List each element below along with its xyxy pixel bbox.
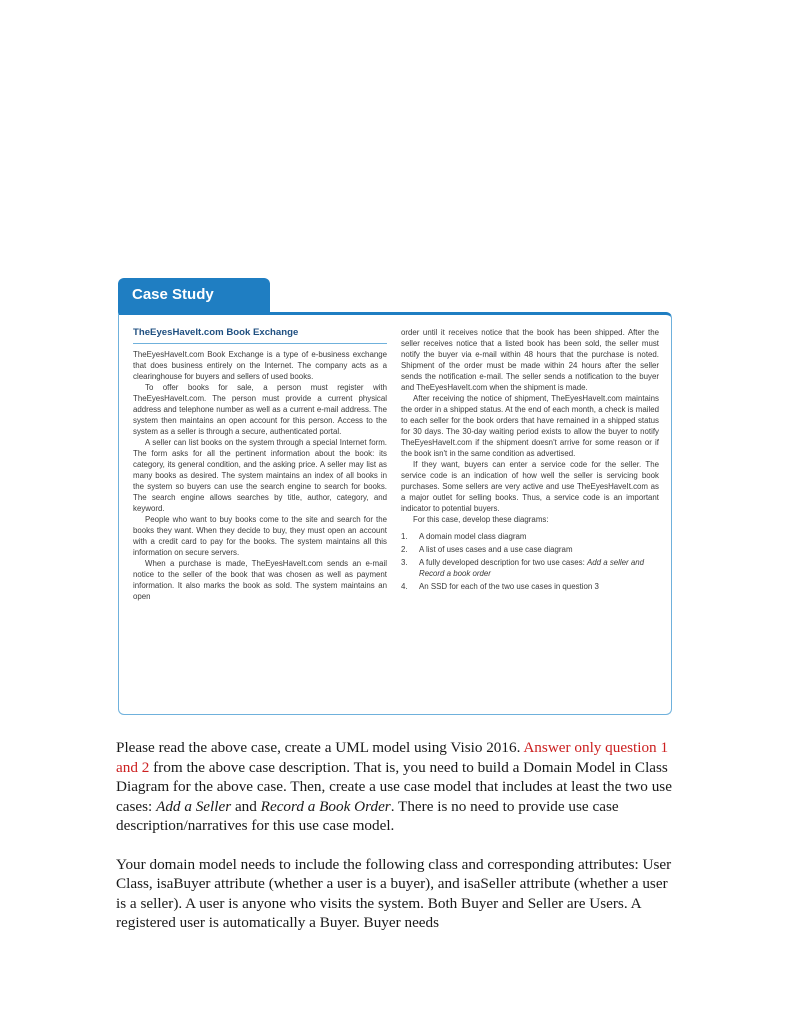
case-paragraph: order until it receives notice that the book has been shipped. After the seller receives notice that a listed book has been sold, the seller must notify the buyer via e-mail within 48 hours that the purchase is noted. Shipment of the order must be made within 24 hours after the seller sends the notification e-mail. The seller sends a notification to the buyer and TheEyesHaveIt.com when the shipment is made. (401, 328, 659, 392)
assignment-instructions (116, 738, 676, 933)
diagram-list-item: 2. A list of uses cases and a use case diagram (401, 545, 573, 554)
diagram-list-item: 3. A fully developed description for two use cases: Add a seller and Record a book order (401, 558, 645, 578)
case-paragraph: If they want, buyers can enter a service code for the seller. The service code is an indication of how well the seller is servicing book purchases. Some sellers are very active and use TheEyesHaveIt.com as a major outlet for selling books. Thus, a service code is an important indicator to potential buyers. (401, 460, 659, 513)
diagram-list-item: 4. An SSD for each of the two use cases in question 3 (401, 582, 599, 591)
case-paragraph: People who want to buy books come to the site and search for the books they want. When they decide to buy, they must open an account with a credit card to pay for the books. The system maintains all this information on secure servers. (133, 515, 387, 557)
case-study-tab: Case Study (118, 278, 270, 313)
case-right-column (401, 327, 659, 594)
case-left-column (133, 327, 387, 602)
case-title: TheEyesHaveIt.com Book Exchange (133, 327, 387, 344)
diagram-list (401, 531, 659, 592)
case-paragraph: When a purchase is made, TheEyesHaveIt.com sends an e-mail notice to the seller of the book that was chosen as well as payment information. It also marks the book as sold. The system maintains an open (133, 559, 387, 601)
case-paragraph: After receiving the notice of shipment, TheEyesHaveIt.com maintains the order in a shipped status. At the end of each month, a check is mailed to each seller for the book orders that have remained in a shipped status for 30 days. The 30-day waiting period exists to allow the buyer to notify TheEyesHaveIt.com if the shipment doesn't arrive for some reason or if the book isn't in the same condition as advertised. (401, 394, 659, 458)
case-paragraph: A seller can list books on the system through a special Internet form. The form asks for all the pertinent information about the book: its category, its general condition, and the asking price. A seller may list as many books as desired. The system maintains an index of all books in the system so buyers can use the search engine to search for books. The search engine allows searches by title, author, category, and keyword. (133, 438, 387, 513)
highlighted-requirement: Answer only question 1 and 2 (116, 739, 669, 776)
instructions-paragraph: Your domain model needs to include the following class and corresponding attributes: User Class, isaBuyer attribute (whether a user is a buyer), and isaSeller attribute (whether a user is a seller). A user is anyone who visits the system. Both Buyer and Seller are Users. A registered user is automatically a Buyer. Buyer needs (116, 855, 672, 931)
case-paragraph: To offer books for sale, a person must register with TheEyesHaveIt.com. The person must provide a current physical address and telephone number as well as a current e-mail address. The system then maintains an open account for this person. Access to the system as a seller is through a secure, authenticated portal. (133, 383, 387, 436)
case-study-box (118, 312, 672, 715)
diagram-list-item: 1. A domain model class diagram (401, 532, 527, 541)
case-paragraph: For this case, develop these diagrams: (413, 515, 549, 524)
instructions-paragraph: Please read the above case, create a UML model using Visio 2016. Answer only question 1 and 2 from the above case description. That is, you need to build a Domain Model in Class Diagram for the above case. Then, create a use case model that includes at least the two use cases: Add a Seller and Record a Book Order. There is no need to provide use case description/narratives for this use case model. (116, 739, 672, 834)
case-paragraph: TheEyesHaveIt.com Book Exchange is a type of e-business exchange that does business entirely on the Internet. The company acts as a clearinghouse for buyers and sellers of used books. (133, 350, 387, 381)
